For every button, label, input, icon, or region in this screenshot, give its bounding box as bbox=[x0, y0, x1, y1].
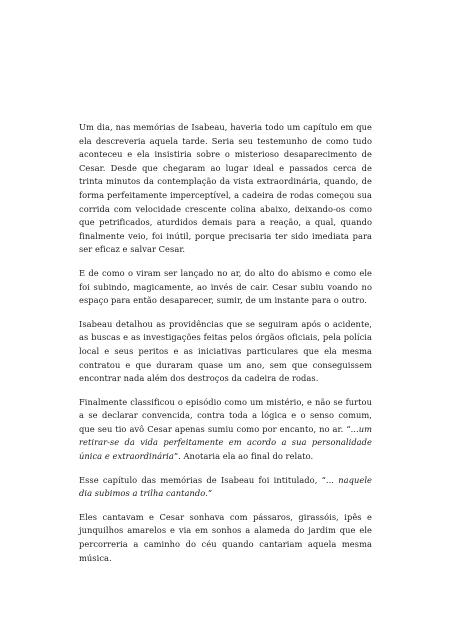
text-run: Eles cantavam e Cesar sonhava com pássaros, girassóis, ipês e junquilhos amarelos e via em sonhos a alameda do jardim que ele percorreria a caminho do céu quando cantariam aquela mesma música. bbox=[79, 511, 372, 563]
paragraph bbox=[79, 511, 372, 565]
text-run: Isabeau detalhou as providências que se seguiram após o acidente, as buscas e as investigações feitas pelos órgãos oficiais, pela polícia local e seus peritos e as iniciativas particulares que ela mesma contratou e que duraram quase um ano, sem que conseguissem encontrar nada além dos destroços da cadeira de rodas. bbox=[79, 318, 372, 384]
text-run: ” bbox=[207, 488, 213, 499]
paragraph bbox=[79, 396, 372, 464]
paragraph bbox=[79, 318, 372, 386]
body-text bbox=[79, 121, 372, 565]
text-run: ”. Anotaria ela ao final do relato. bbox=[173, 451, 314, 462]
text-run: Esse capítulo das memórias de Isabeau foi intitulado, “... bbox=[79, 474, 339, 485]
paragraph bbox=[79, 121, 372, 257]
text-run: Finalmente classificou o episódio como um mistério, e não se furtou a se declarar convencida, contra toda a lógica e o senso comum, que seu tio avô Cesar apenas sumiu como por encanto, no ar. “... bbox=[79, 396, 372, 434]
italic-quote: naquele dia subimos a trilha cantando. bbox=[79, 474, 372, 499]
text-run: Um dia, nas memórias de Isabeau, haveria todo um capítulo em que ela descreveria aquela tarde. Seria seu testemunho de como tudo aconteceu e ela insistiria sobre o misterioso desaparecimento de Cesar. Desde que chegaram ao lugar ideal e passados cerca de trinta minutos da contemplação da vista extraordinária, quando, de forma perfeitamente imperceptível, a cadeira de rodas começou sua corrida com velocidade crescente colina abaixo, deixando-os como que petrificados, aturdidos demais para a reação, a qual, quando finalmente veio, foi inútil, porque precisaria ter sido imediata para ser eficaz e salvar Cesar. bbox=[79, 122, 372, 255]
italic-quote: um retirar-se da vida perfeitamente em acordo a sua personalidade única e extraordinária bbox=[79, 423, 372, 462]
paragraph bbox=[79, 474, 372, 501]
paragraph bbox=[79, 267, 372, 308]
text-run: E de como o viram ser lançado no ar, do alto do abismo e como ele foi subindo, magicamente, ao invés de cair. Cesar subiu voando no espaço para então desaparecer, sumir, de um instante para o outro. bbox=[79, 267, 372, 306]
